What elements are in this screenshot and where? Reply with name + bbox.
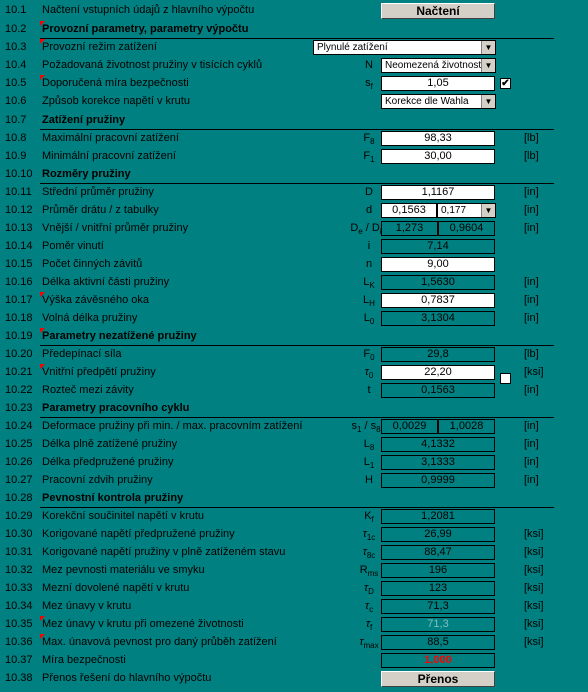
unit: [in] bbox=[524, 420, 539, 432]
symbol: $\tau_{8c}$ bbox=[362, 546, 376, 561]
row-10-30 bbox=[0, 526, 588, 544]
row-label: Mez pevnosti materiálu ve smyku bbox=[42, 564, 205, 576]
symbol: $K_f$ bbox=[364, 510, 374, 525]
row-label: Mezní dovolené napětí v krutu bbox=[42, 582, 190, 594]
symbol: $L_1$ bbox=[363, 456, 375, 471]
row-number: 10.14 bbox=[5, 240, 33, 252]
row-10-22 bbox=[0, 382, 588, 400]
row-label: Rozteč mezi závity bbox=[42, 384, 134, 396]
unit: [in] bbox=[524, 186, 539, 198]
unit: [in] bbox=[524, 294, 539, 306]
row-number: 10.6 bbox=[5, 95, 27, 107]
load-button[interactable]: Načtení bbox=[381, 3, 495, 19]
row-10-28 bbox=[0, 490, 588, 508]
row-number: 10.4 bbox=[5, 59, 27, 71]
unit: [ksi] bbox=[524, 564, 544, 576]
row-10-15 bbox=[0, 256, 588, 274]
preload-force-value: 29,8 bbox=[381, 347, 495, 362]
symbol: $F_0$ bbox=[363, 348, 375, 363]
chevron-down-icon[interactable]: ▼ bbox=[481, 41, 495, 54]
row-number: 10.37 bbox=[5, 654, 33, 666]
row-number: 10.25 bbox=[5, 438, 33, 450]
row-number: 10.23 bbox=[5, 402, 33, 414]
row-label: Načtení vstupních údajů z hlavního výpočtu bbox=[42, 4, 255, 16]
section-title: Zatížení pružiny bbox=[42, 114, 126, 126]
unit: [ksi] bbox=[524, 546, 544, 558]
section-title: Parametry pracovního cyklu bbox=[42, 402, 190, 414]
row-10-10 bbox=[0, 166, 588, 184]
row-label: Způsob korekce napětí v krutu bbox=[42, 95, 190, 107]
outer-diameter-value: 1,273 bbox=[381, 221, 438, 236]
row-label: Předepínací síla bbox=[42, 348, 122, 360]
row-label: Délka předpružené pružiny bbox=[42, 456, 174, 468]
unit: [in] bbox=[524, 384, 539, 396]
row-label: Doporučená míra bezpečnosti bbox=[42, 77, 189, 89]
row-label: Deformace pružiny při min. / max. pracovním zatížení bbox=[42, 420, 303, 432]
row-10-13 bbox=[0, 220, 588, 238]
unit: [in] bbox=[524, 438, 539, 450]
symbol: $s_1 / s_8$ bbox=[351, 420, 381, 435]
row-10-11 bbox=[0, 184, 588, 202]
row-number: 10.10 bbox=[5, 168, 33, 180]
row-label: Míra bezpečnosti bbox=[42, 654, 126, 666]
row-10-19 bbox=[0, 328, 588, 346]
unit: [lb] bbox=[524, 150, 539, 162]
row-10-16 bbox=[0, 274, 588, 292]
symbol: d bbox=[365, 204, 373, 216]
symbol: $\tau_{1c}$ bbox=[362, 528, 376, 543]
row-number: 10.27 bbox=[5, 474, 33, 486]
unit: [ksi] bbox=[524, 582, 544, 594]
row-label: Max. únavová pevnost pro daný průběh zatížení bbox=[42, 636, 277, 648]
unit: [in] bbox=[524, 456, 539, 468]
working-stroke-value: 0,9999 bbox=[381, 473, 495, 488]
load-mode-value: Plynulé zatížení bbox=[317, 42, 388, 53]
mean-diameter-input[interactable]: 1,1167 bbox=[381, 185, 495, 200]
row-10-17 bbox=[0, 292, 588, 310]
symbol: i bbox=[367, 240, 371, 252]
min-deflection-value: 0,0029 bbox=[381, 419, 438, 434]
symbol: $\tau_c$ bbox=[364, 600, 374, 615]
row-number: 10.32 bbox=[5, 564, 33, 576]
row-number: 10.34 bbox=[5, 600, 33, 612]
symbol: n bbox=[365, 258, 373, 270]
row-number: 10.26 bbox=[5, 456, 33, 468]
symbol: $L_8$ bbox=[363, 438, 375, 453]
min-load-input[interactable]: 30,00 bbox=[381, 149, 495, 164]
row-number: 10.19 bbox=[5, 330, 33, 342]
symbol: $s_f$ bbox=[365, 77, 373, 92]
row-10-2 bbox=[0, 21, 588, 39]
symbol: $F_1$ bbox=[363, 150, 375, 165]
row-label: Poměr vinutí bbox=[42, 240, 104, 252]
unit: [lb] bbox=[524, 132, 539, 144]
row-label: Korigované napětí pružiny v plně zatíženém stavu bbox=[42, 546, 286, 558]
row-label: Vnitřní předpětí pružiny bbox=[42, 366, 156, 378]
row-10-33 bbox=[0, 580, 588, 598]
symbol: $L_H$ bbox=[363, 294, 375, 309]
life-value: Neomezená životnost bbox=[385, 60, 482, 71]
row-10-27 bbox=[0, 472, 588, 490]
fatigue-limit-value: 71,3 bbox=[381, 599, 495, 614]
wire-diameter-input[interactable]: 0,1563 bbox=[381, 203, 437, 218]
symbol: t bbox=[367, 384, 371, 396]
row-10-8 bbox=[0, 130, 588, 148]
row-label: Požadovaná životnost pružiny v tisících cyklů bbox=[42, 59, 263, 71]
row-number: 10.13 bbox=[5, 222, 33, 234]
row-label: Přenos řešení do hlavního výpočtu bbox=[42, 672, 212, 684]
wire-table-value: 0,177 bbox=[441, 205, 467, 216]
row-number: 10.11 bbox=[5, 186, 32, 198]
symbol: $\tau_{max}$ bbox=[359, 636, 379, 651]
row-label: Minimální pracovní zatížení bbox=[42, 150, 176, 162]
active-length-value: 1,5630 bbox=[381, 275, 495, 290]
symbol: N bbox=[365, 59, 373, 71]
row-label: Mez únavy v krutu při omezené životnosti bbox=[42, 618, 244, 630]
section-title: Parametry nezatížené pružiny bbox=[42, 330, 197, 342]
loaded-stress-value: 88,47 bbox=[381, 545, 495, 560]
row-label: Délka aktivní části pružiny bbox=[42, 276, 170, 288]
allowable-stress-value: 123 bbox=[381, 581, 495, 596]
load-mode-select[interactable] bbox=[313, 40, 496, 55]
row-10-36 bbox=[0, 634, 588, 652]
row-10-38 bbox=[0, 670, 588, 688]
row-label: Korigované napětí předpružené pružiny bbox=[42, 528, 235, 540]
hook-height-input[interactable]: 0,7837 bbox=[381, 293, 495, 308]
correction-value: Korekce dle Wahla bbox=[385, 96, 469, 107]
safety-factor-input[interactable]: 1,05 bbox=[381, 76, 495, 91]
correction-select[interactable] bbox=[381, 94, 496, 109]
symbol: $\tau_0$ bbox=[364, 366, 374, 381]
row-number: 10.22 bbox=[5, 384, 33, 396]
row-label: Volná délka pružiny bbox=[42, 312, 138, 324]
section-title: Pevnostní kontrola pružiny bbox=[42, 492, 184, 504]
row-10-25 bbox=[0, 436, 588, 454]
pitch-value: 0,1563 bbox=[381, 383, 495, 398]
row-10-5 bbox=[0, 75, 588, 93]
row-10-14 bbox=[0, 238, 588, 256]
row-label: Střední průměr pružiny bbox=[42, 186, 154, 198]
row-number: 10.1 bbox=[5, 4, 27, 16]
unit: [ksi] bbox=[524, 600, 544, 612]
row-number: 10.28 bbox=[5, 492, 33, 504]
row-label: Maximální pracovní zatížení bbox=[42, 132, 179, 144]
row-label: Provozní režim zatížení bbox=[42, 41, 157, 53]
row-number: 10.24 bbox=[5, 420, 33, 432]
preloaded-stress-value: 26,99 bbox=[381, 527, 495, 542]
row-number: 10.35 bbox=[5, 618, 33, 630]
row-10-34 bbox=[0, 598, 588, 616]
symbol: $L_0$ bbox=[363, 312, 375, 327]
row-label: Průměr drátu / z tabulky bbox=[42, 204, 159, 216]
row-number: 10.5 bbox=[5, 77, 27, 89]
max-load-input[interactable]: 98,33 bbox=[381, 131, 495, 146]
row-10-31 bbox=[0, 544, 588, 562]
unit: [ksi] bbox=[524, 366, 544, 378]
symbol: $\tau_f$ bbox=[365, 618, 373, 633]
row-10-24 bbox=[0, 418, 588, 436]
row-10-18 bbox=[0, 310, 588, 328]
free-length-value: 3,1304 bbox=[381, 311, 495, 326]
row-number: 10.29 bbox=[5, 510, 33, 522]
limited-life-fatigue-value: 71,3 bbox=[381, 617, 495, 632]
row-number: 10.16 bbox=[5, 276, 33, 288]
symbol: D bbox=[365, 186, 373, 198]
unit: [lb] bbox=[524, 348, 539, 360]
row-10-35 bbox=[0, 616, 588, 634]
row-label: Korekční součinitel napětí v krutu bbox=[42, 510, 205, 522]
row-number: 10.30 bbox=[5, 528, 33, 540]
row-number: 10.31 bbox=[5, 546, 33, 558]
row-number: 10.15 bbox=[5, 258, 33, 270]
max-fatigue-strength-value: 88,5 bbox=[381, 635, 495, 650]
section-title: Provozní parametry, parametry výpočtu bbox=[42, 23, 249, 35]
row-number: 10.21 bbox=[5, 366, 33, 378]
row-10-7 bbox=[0, 112, 588, 130]
row-number: 10.20 bbox=[5, 348, 33, 360]
row-number: 10.2 bbox=[5, 23, 27, 35]
shear-strength-value: 196 bbox=[381, 563, 495, 578]
row-10-4 bbox=[0, 57, 588, 75]
row-number: 10.8 bbox=[5, 132, 27, 144]
row-10-37 bbox=[0, 652, 588, 670]
row-10-3 bbox=[0, 39, 588, 57]
symbol: $R_{ms}$ bbox=[359, 564, 379, 579]
row-number: 10.12 bbox=[5, 204, 33, 216]
row-number: 10.7 bbox=[5, 114, 27, 126]
chevron-down-icon[interactable]: ▼ bbox=[481, 59, 495, 72]
row-number: 10.33 bbox=[5, 582, 33, 594]
row-10-29 bbox=[0, 508, 588, 526]
symbol: $D_e$ / D bbox=[350, 222, 380, 237]
unit: [ksi] bbox=[524, 618, 544, 630]
life-select[interactable] bbox=[381, 58, 496, 73]
row-label: Mez únavy v krutu bbox=[42, 600, 132, 612]
symbol: H bbox=[365, 474, 373, 486]
row-number: 10.3 bbox=[5, 41, 27, 53]
row-label: Výška závěsného oka bbox=[42, 294, 150, 306]
unit: [ksi] bbox=[524, 636, 544, 648]
row-label: Délka plně zatížené pružiny bbox=[42, 438, 178, 450]
preloaded-length-value: 3,1333 bbox=[381, 455, 495, 470]
active-coils-input[interactable]: 9,00 bbox=[381, 257, 495, 272]
row-10-21 bbox=[0, 364, 588, 382]
row-label: Vnější / vnitřní průměr pružiny bbox=[42, 222, 189, 234]
chevron-down-icon[interactable]: ▼ bbox=[481, 95, 495, 108]
row-10-20 bbox=[0, 346, 588, 364]
max-deflection-value: 1,0028 bbox=[438, 419, 495, 434]
symbol: $F_8$ bbox=[363, 132, 375, 147]
row-10-32 bbox=[0, 562, 588, 580]
wire-table-select[interactable] bbox=[437, 203, 496, 218]
row-10-6 bbox=[0, 93, 588, 111]
unit: [in] bbox=[524, 312, 539, 324]
unit: [in] bbox=[524, 276, 539, 288]
row-number: 10.18 bbox=[5, 312, 33, 324]
row-10-9 bbox=[0, 148, 588, 166]
row-number: 10.36 bbox=[5, 636, 33, 648]
unit: [in] bbox=[524, 222, 539, 234]
row-10-23 bbox=[0, 400, 588, 418]
row-label: Pracovní zdvih pružiny bbox=[42, 474, 153, 486]
spring-index-value: 7,14 bbox=[381, 239, 495, 254]
unit: [in] bbox=[524, 474, 539, 486]
safety-factor-result: 1,000 bbox=[381, 653, 495, 668]
inner-diameter-value: 0,9604 bbox=[438, 221, 495, 236]
row-label: Počet činných závitů bbox=[42, 258, 143, 270]
correction-factor-value: 1,2081 bbox=[381, 509, 495, 524]
row-10-12 bbox=[0, 202, 588, 220]
chevron-down-icon[interactable]: ▼ bbox=[481, 204, 495, 217]
row-10-26 bbox=[0, 454, 588, 472]
unit: [in] bbox=[524, 204, 539, 216]
symbol: $L_K$ bbox=[363, 276, 375, 291]
row-number: 10.17 bbox=[5, 294, 33, 306]
row-number: 10.38 bbox=[5, 672, 33, 684]
row-10-1 bbox=[0, 2, 588, 20]
initial-stress-input[interactable]: 22,20 bbox=[381, 365, 495, 380]
section-title: Rozměry pružiny bbox=[42, 168, 131, 180]
transfer-button[interactable]: Přenos bbox=[381, 671, 495, 687]
safety-checkbox[interactable]: ✔ bbox=[501, 78, 510, 89]
unit: [ksi] bbox=[524, 528, 544, 540]
symbol: $\tau_D$ bbox=[364, 582, 374, 597]
loaded-length-value: 4,1332 bbox=[381, 437, 495, 452]
row-number: 10.9 bbox=[5, 150, 27, 162]
